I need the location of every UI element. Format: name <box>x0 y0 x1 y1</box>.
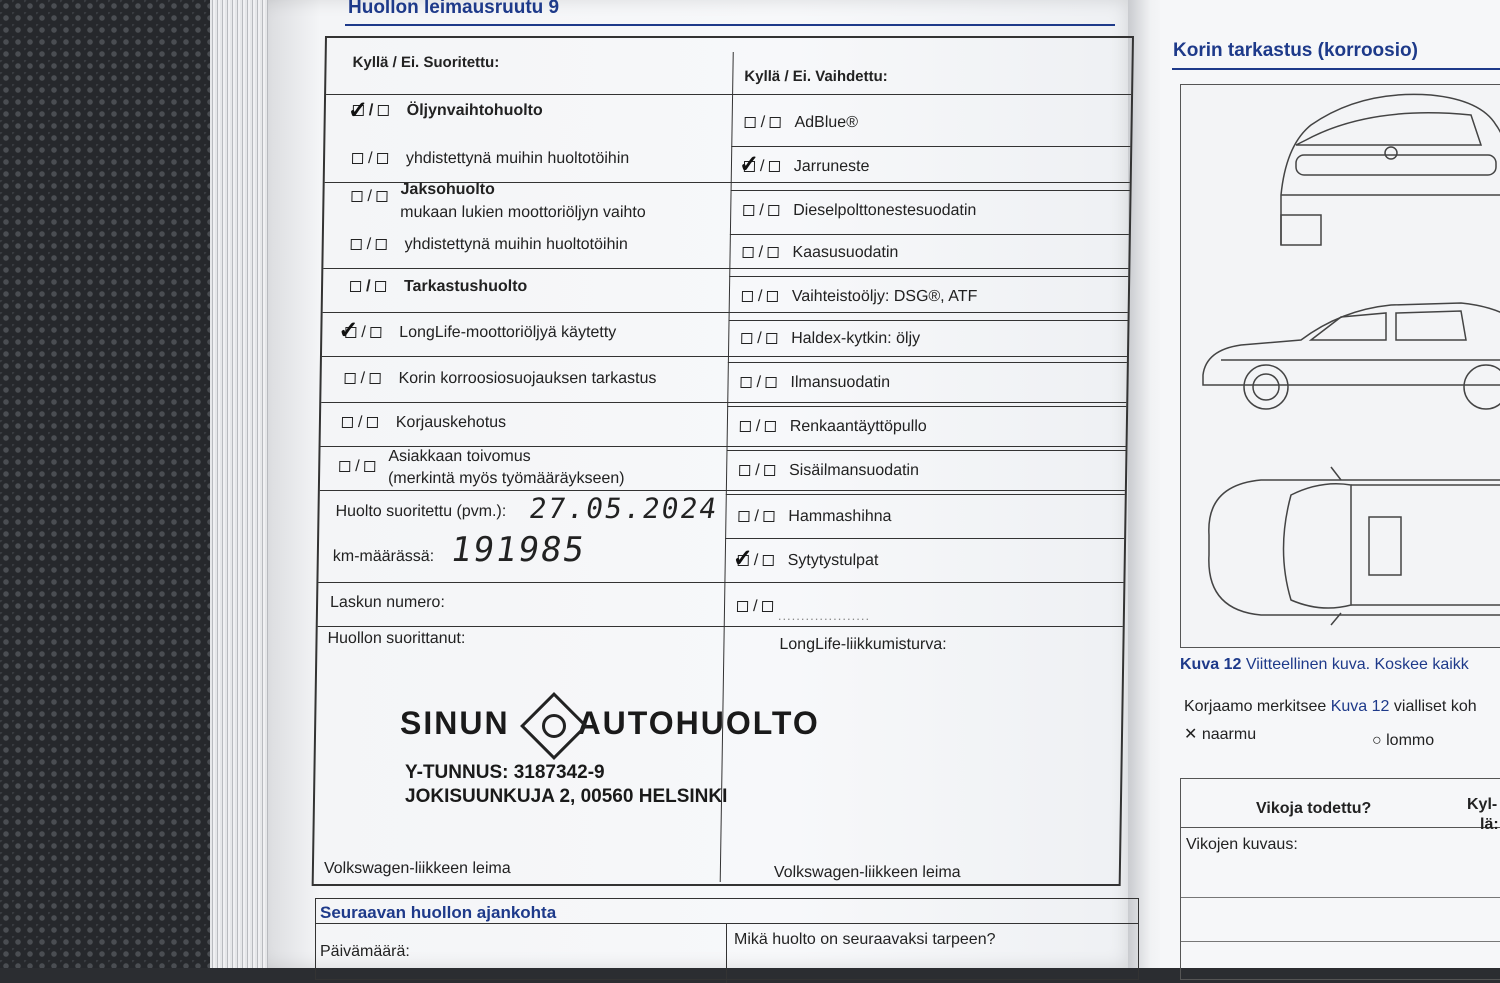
right-item-air-filter: / Ilmansuodatin <box>739 374 890 392</box>
left-item-interval-service: / <box>350 188 389 206</box>
col2-header: Kyllä / Ei. Vaihdettu: <box>744 68 888 85</box>
checkmark-yes-icon: ✓ <box>338 317 359 344</box>
performed-by-label: Huollon suorittanut: <box>327 630 466 647</box>
yes-col-label: Kyl- <box>1467 796 1498 813</box>
stamp-company-name: SINUN AUTOHUOLTO <box>400 705 820 741</box>
corrosion-title-rule <box>1172 68 1500 70</box>
longlife-label: LongLife-liikkumisturva: <box>779 636 947 653</box>
right-item-tyre-inflator: / Renkaantäyttöpullo <box>739 418 927 436</box>
right-item-adblue: / AdBlue® <box>743 114 858 132</box>
right-item-brake-fluid: / Jarruneste <box>743 158 870 176</box>
left-item-oil-change: / Öljynvaihtohuolto <box>352 102 543 120</box>
right-item-spark-plugs: / Sytytystulpat <box>737 552 879 570</box>
left-item-inspection: / Tarkastushuolto <box>349 278 527 296</box>
customer-wish-sub: (merkintä myös työmääräykseen) <box>387 470 625 487</box>
interval-service-label: Jaksohuolto <box>400 181 495 198</box>
right-item-blank: / <box>736 598 775 616</box>
invoice-label: Laskun numero: <box>329 594 445 611</box>
checkmark-yes-icon: ✓ <box>732 545 754 572</box>
defects-found-label: Vikoja todettu? <box>1256 800 1372 817</box>
left-item-customer-wish: / <box>338 458 377 476</box>
car-side-view <box>1203 303 1500 409</box>
service-date-value: 27.05.2024 <box>526 492 721 525</box>
defect-description-label: Vikojen kuvaus: <box>1186 836 1298 853</box>
right-item-gas-filter: / Kaasusuodatin <box>741 244 898 262</box>
instruction-text: Korjaamo merkitsee Kuva 12 vialliset koh <box>1184 698 1477 715</box>
col1-header: Kyllä / Ei. Suoritettu: <box>352 54 500 71</box>
legend-dent: ○ lommo <box>1372 732 1435 749</box>
checkmark-yes-icon: ✓ <box>738 151 760 178</box>
car-top-view <box>1209 467 1500 625</box>
dealer-stamp-label-right: Volkswagen-liikkeen leima <box>773 864 961 881</box>
right-item-cabin-filter: / Sisäilmansuodatin <box>738 462 919 480</box>
column-divider <box>720 52 734 882</box>
yes-col-label-2: lä: <box>1480 816 1499 833</box>
left-item-repair-request: / Korjauskehotus <box>341 414 506 432</box>
km-value: 191985 <box>447 530 589 570</box>
left-item-combined-2: / yhdistettynä muihin huoltotöihin <box>350 236 628 254</box>
right-item-diesel-filter: / Dieselpolttonestesuodatin <box>742 202 976 220</box>
right-item-haldex-oil: / Haldex-kytkin: öljy <box>740 330 920 348</box>
interval-service-sub: mukaan lukien moottoriöljyn vaihto <box>400 204 646 221</box>
cross-icon: ✕ <box>1184 726 1198 743</box>
car-diagram-svg <box>1181 85 1500 647</box>
next-service-question: Mikä huolto on seuraavaksi tarpeen? <box>734 931 996 948</box>
right-item-timing-belt: / Hammashihna <box>737 508 891 526</box>
legend-scratch: ✕ naarmu <box>1184 726 1257 743</box>
next-service-title: Seuraavan huollon ajankohta <box>320 903 557 922</box>
car-rear-view <box>1281 94 1500 245</box>
left-item-corrosion-check: / Korin korroosiosuojauksen tarkastus <box>343 370 656 388</box>
left-item-longlife-oil: / LongLife-moottoriöljyä käytetty <box>344 324 616 342</box>
circle-icon: ○ <box>1372 732 1382 749</box>
service-stamp-form <box>312 36 1134 886</box>
dealer-stamp-label-left: Volkswagen-liikkeen leima <box>323 860 511 877</box>
left-item-combined-1: / yhdistettynä muihin huoltotöihin <box>351 150 629 168</box>
blank-item-dots: .................... <box>777 608 871 623</box>
km-label: km-määrässä: <box>332 548 435 565</box>
corrosion-title: Korin tarkastus (korroosio) <box>1173 40 1418 61</box>
right-item-gearbox-oil: / Vaihteistoöljy: DSG®, ATF <box>741 288 978 306</box>
figure-caption: Kuva 12 Viitteellinen kuva. Koskee kaikk <box>1180 656 1469 673</box>
customer-wish-label: Asiakkaan toivomus <box>388 448 531 465</box>
service-date-label: Huolto suoritettu (pvm.): <box>335 503 507 520</box>
car-diagram-frame <box>1180 84 1500 648</box>
checkmark-yes-icon: ✓ <box>347 97 369 124</box>
stamp-address: JOKISUUNKUJA 2, 00560 HELSINKI <box>405 786 728 807</box>
stamp-business-id: Y-TUNNUS: 3187342-9 <box>405 762 605 783</box>
next-service-date-label: Päivämäärä: <box>320 943 410 960</box>
title-rule <box>345 24 1115 26</box>
page-title: Huollon leimausruutu 9 <box>348 0 560 18</box>
